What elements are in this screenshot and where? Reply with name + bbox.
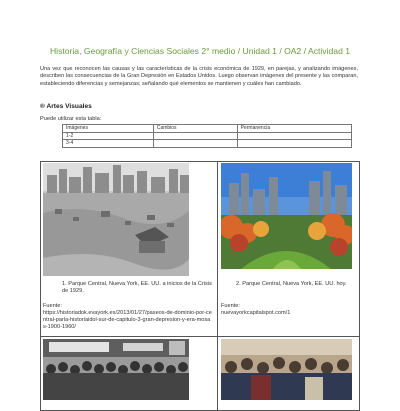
photo-bank-crowd bbox=[43, 339, 189, 400]
table-cell bbox=[237, 132, 351, 140]
comparison-table bbox=[62, 124, 352, 148]
figure-source-label-1: Fuente: bbox=[43, 303, 62, 309]
section-heading: ® Artes Visuales bbox=[40, 103, 92, 110]
figure-caption-1 bbox=[62, 281, 212, 295]
figure-caption-text: Parque Central, Nueva York, EE. UU. hoy. bbox=[242, 281, 347, 287]
table-header-cell: Imágenes bbox=[63, 125, 154, 133]
figure-caption-2 bbox=[236, 281, 354, 288]
table-cell: 3-4 bbox=[63, 140, 154, 148]
figure-source-link-1[interactable]: https://historiadok.evayork.es/2013/01/27/paseos-de-dominio-por-central-parla-historiaidol-sur-de-capitulo-3-gran-depresion-y-era-mosas-1900-1960/ bbox=[43, 310, 212, 330]
table-cell bbox=[237, 140, 351, 148]
photo-central-park-1929 bbox=[43, 163, 189, 276]
table-cell bbox=[153, 140, 237, 148]
photo-modern-crowd bbox=[221, 339, 352, 400]
table-hint: Puede utilizar esta tabla: bbox=[40, 116, 102, 122]
figure-divider-horizontal bbox=[40, 336, 360, 337]
figure-number: 1. bbox=[62, 281, 67, 287]
photo-central-park-today bbox=[221, 163, 352, 269]
table-cell: 1-2 bbox=[63, 132, 154, 140]
intro-paragraph: Una vez que reconocen las causas y las características de la crisis económica de 1929, en parejas, y analizando imágenes, describen las consecuencias de la Gran Depresión en Estados Unidos. Luego observan imágenes del presente y las comparan, estableciendo diferencias y semejanzas; señalando qué elementos se mantienen y cuáles han cambiado. bbox=[40, 66, 358, 87]
figure-number: 2. bbox=[236, 281, 241, 287]
figure-source-link-2[interactable]: nuevayorkcapitalspot.com/1 bbox=[221, 310, 291, 316]
page-title: Historia, Geografía y Ciencias Sociales 2° medio / Unidad 1 / OA2 / Actividad 1 bbox=[49, 46, 351, 56]
table-header-row bbox=[63, 125, 352, 133]
table-header-cell: Cambios bbox=[153, 125, 237, 133]
figure-divider-vertical bbox=[217, 161, 218, 411]
table-cell bbox=[153, 132, 237, 140]
figure-caption-text: Parque Central, Nueva York, EE. UU. a inicios de la Crisis de 1929. bbox=[62, 281, 212, 294]
table-header-cell: Permanencia bbox=[237, 125, 351, 133]
table-row bbox=[63, 140, 352, 148]
figure-source-label-2: Fuente: bbox=[221, 303, 240, 309]
table-row bbox=[63, 132, 352, 140]
